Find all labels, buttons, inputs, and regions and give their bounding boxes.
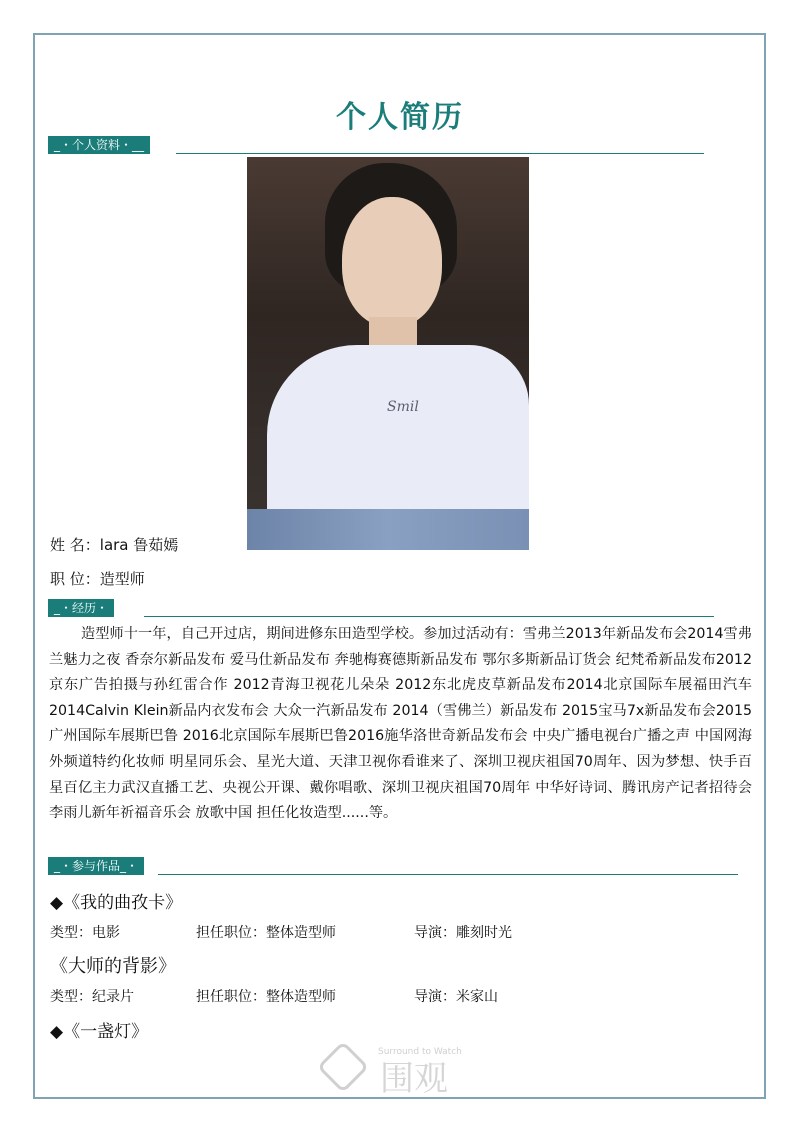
watermark-subtitle: Surround to Watch [378,1047,462,1057]
section-tag-experience: _・经历・ [48,599,114,617]
work-title: ◆《我的曲孜卡》 [50,893,183,913]
section-header-experience [48,599,714,617]
section-divider [144,616,714,617]
experience-paragraph: 造型师十一年，自己开过店，期间进修东田造型学校。参加过活动有：雪弗兰2013年新品发布会2014雪弗兰魅力之夜 香奈尔新品发布 爱马仕新品发布 奔驰梅赛德斯新品发布 鄂尔多斯新品订货会 纪梵希新品发布2012京东广告拍摄与孙红雷合作 2012青海卫视花儿朵朵 2012东北虎皮草新品发布2014北京国际车展福田汽车 2014Calvin Klein新品内衣发布会 大众一汽新品发布 2014（雪佛兰）新品发布 2015宝马7x新品发布会2015广州国际车展斯巴鲁 2016北京国际车展斯巴鲁2016施华洛世奇新品发布会 中央广播电视台广播之声 中国网海外频道特约化妆师 明星同乐会、星光大道、天津卫视你看谁来了、深圳卫视庆祖国70周年、因为梦想、快手百星百亿主力武汉直播工艺、央视公开课、戴你唱歌、深圳卫视庆祖国70周年 中华好诗词、腾讯房产记者招待会 李雨儿新年祈福音乐会 放歌中国 担任化妆造型......等。 [49,626,752,822]
section-tag-works: _・参与作品_・ [48,857,144,875]
section-divider [176,153,704,154]
work-director: 导演：雕刻时光 [414,925,512,941]
page-title: 个人简历 [336,100,464,135]
photo-jeans [247,509,529,550]
watermark-text: 围观 [380,1059,448,1099]
section-divider [158,874,738,875]
work-type: 类型：纪录片 [50,989,134,1005]
name-label: 姓 名： [50,536,100,554]
section-header-profile [48,136,704,154]
profile-photo [247,157,529,550]
photo-face [342,197,442,327]
work-role: 担任职位：整体造型师 [196,989,336,1005]
watermark-logo [318,1040,508,1100]
position-label: 职 位： [50,570,100,588]
section-header-works [48,857,738,875]
name-line [50,534,178,555]
watermark-icon [318,1040,508,1100]
work-type: 类型：电影 [50,925,120,941]
photo-shirt [267,345,529,525]
photo-shirt-text: Smil [387,399,419,415]
work-role: 担任职位：整体造型师 [196,925,336,941]
section-tag-profile: _・个人资料・__ [48,136,150,154]
position-line [50,568,145,589]
work-title: ◆《一盏灯》 [50,1022,149,1042]
work-director: 导演：米家山 [414,989,498,1005]
work-title: 《大师的背影》 [50,956,176,977]
position-value: 造型师 [99,570,145,588]
name-value: lara 鲁茹嫣 [99,536,179,554]
